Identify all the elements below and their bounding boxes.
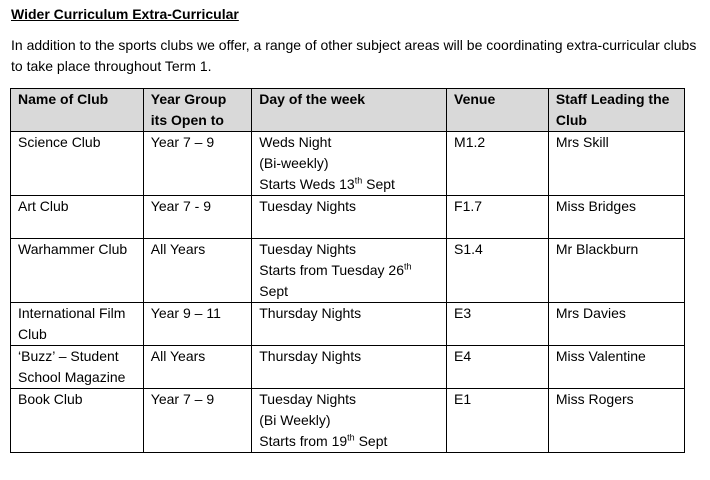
cell-day — [252, 389, 447, 453]
header-venue: Venue — [447, 89, 549, 132]
cell-club-name: Art Club — [11, 196, 144, 239]
day-line: (Bi Weekly) — [259, 412, 331, 428]
day-line-text: Starts from 19 — [259, 433, 348, 449]
table-row — [11, 346, 685, 389]
day-line-text: Sept — [362, 176, 395, 192]
day-line — [259, 431, 440, 452]
cell-staff: Mrs Davies — [548, 303, 684, 346]
cell-club-name: Warhammer Club — [11, 239, 144, 303]
cell-year-group: All Years — [143, 346, 251, 389]
header-day-of-week: Day of the week — [252, 89, 447, 132]
day-line — [259, 260, 440, 281]
cell-day — [252, 303, 447, 346]
intro-paragraph: In addition to the sports clubs we offer, a range of other subject areas will be coordinating extra-curricular clubs to take place throughout Term 1. — [11, 37, 697, 74]
day-line-text: Starts Weds 13 — [259, 176, 355, 192]
cell-year-group: Year 7 - 9 — [143, 196, 251, 239]
clubs-table — [10, 88, 685, 453]
cell-venue: S1.4 — [447, 239, 549, 303]
day-line-text: Starts from Tuesday 26 — [259, 262, 404, 278]
cell-venue: E1 — [447, 389, 549, 453]
header-staff: Staff Leading the Club — [548, 89, 684, 132]
day-line: Thursday Nights — [259, 305, 362, 321]
day-line: Tuesday Nights — [259, 198, 356, 214]
cell-year-group: Year 7 – 9 — [143, 389, 251, 453]
day-line: Sept — [259, 283, 289, 299]
cell-staff: Miss Bridges — [548, 196, 684, 239]
cell-venue: E4 — [447, 346, 549, 389]
cell-staff: Miss Rogers — [548, 389, 684, 453]
table-row — [11, 239, 685, 303]
ordinal-suffix: th — [354, 175, 363, 186]
cell-venue: E3 — [447, 303, 549, 346]
page-title: Wider Curriculum Extra-Curricular — [11, 6, 239, 22]
cell-venue: F1.7 — [447, 196, 549, 239]
table-row — [11, 196, 685, 239]
cell-day — [252, 196, 447, 239]
day-line — [259, 174, 440, 195]
table-row — [11, 303, 685, 346]
day-line: Tuesday Nights — [259, 391, 356, 407]
cell-year-group: Year 9 – 11 — [143, 303, 251, 346]
header-year-group: Year Group its Open to — [143, 89, 251, 132]
ordinal-suffix: th — [403, 261, 412, 272]
ordinal-suffix: th — [347, 432, 355, 443]
table-row — [11, 389, 685, 453]
cell-staff: Mrs Skill — [548, 132, 684, 196]
cell-day — [252, 132, 447, 196]
header-name-of-club: Name of Club — [11, 89, 144, 132]
day-line: (Bi-weekly) — [259, 155, 329, 171]
cell-year-group: Year 7 – 9 — [143, 132, 251, 196]
cell-year-group: All Years — [143, 239, 251, 303]
table-row — [11, 132, 685, 196]
cell-staff: Miss Valentine — [548, 346, 684, 389]
day-line: Tuesday Nights — [259, 241, 356, 257]
cell-day — [252, 346, 447, 389]
cell-venue: M1.2 — [447, 132, 549, 196]
cell-club-name: ‘Buzz’ – Student School Magazine — [11, 346, 144, 389]
cell-club-name: Science Club — [11, 132, 144, 196]
cell-club-name: International Film Club — [11, 303, 144, 346]
day-line: Thursday Nights — [259, 348, 362, 364]
table-header-row — [11, 89, 685, 132]
cell-club-name: Book Club — [11, 389, 144, 453]
day-line: Weds Night — [259, 134, 332, 150]
cell-day — [252, 239, 447, 303]
cell-staff: Mr Blackburn — [548, 239, 684, 303]
day-line-text: Sept — [354, 433, 388, 449]
